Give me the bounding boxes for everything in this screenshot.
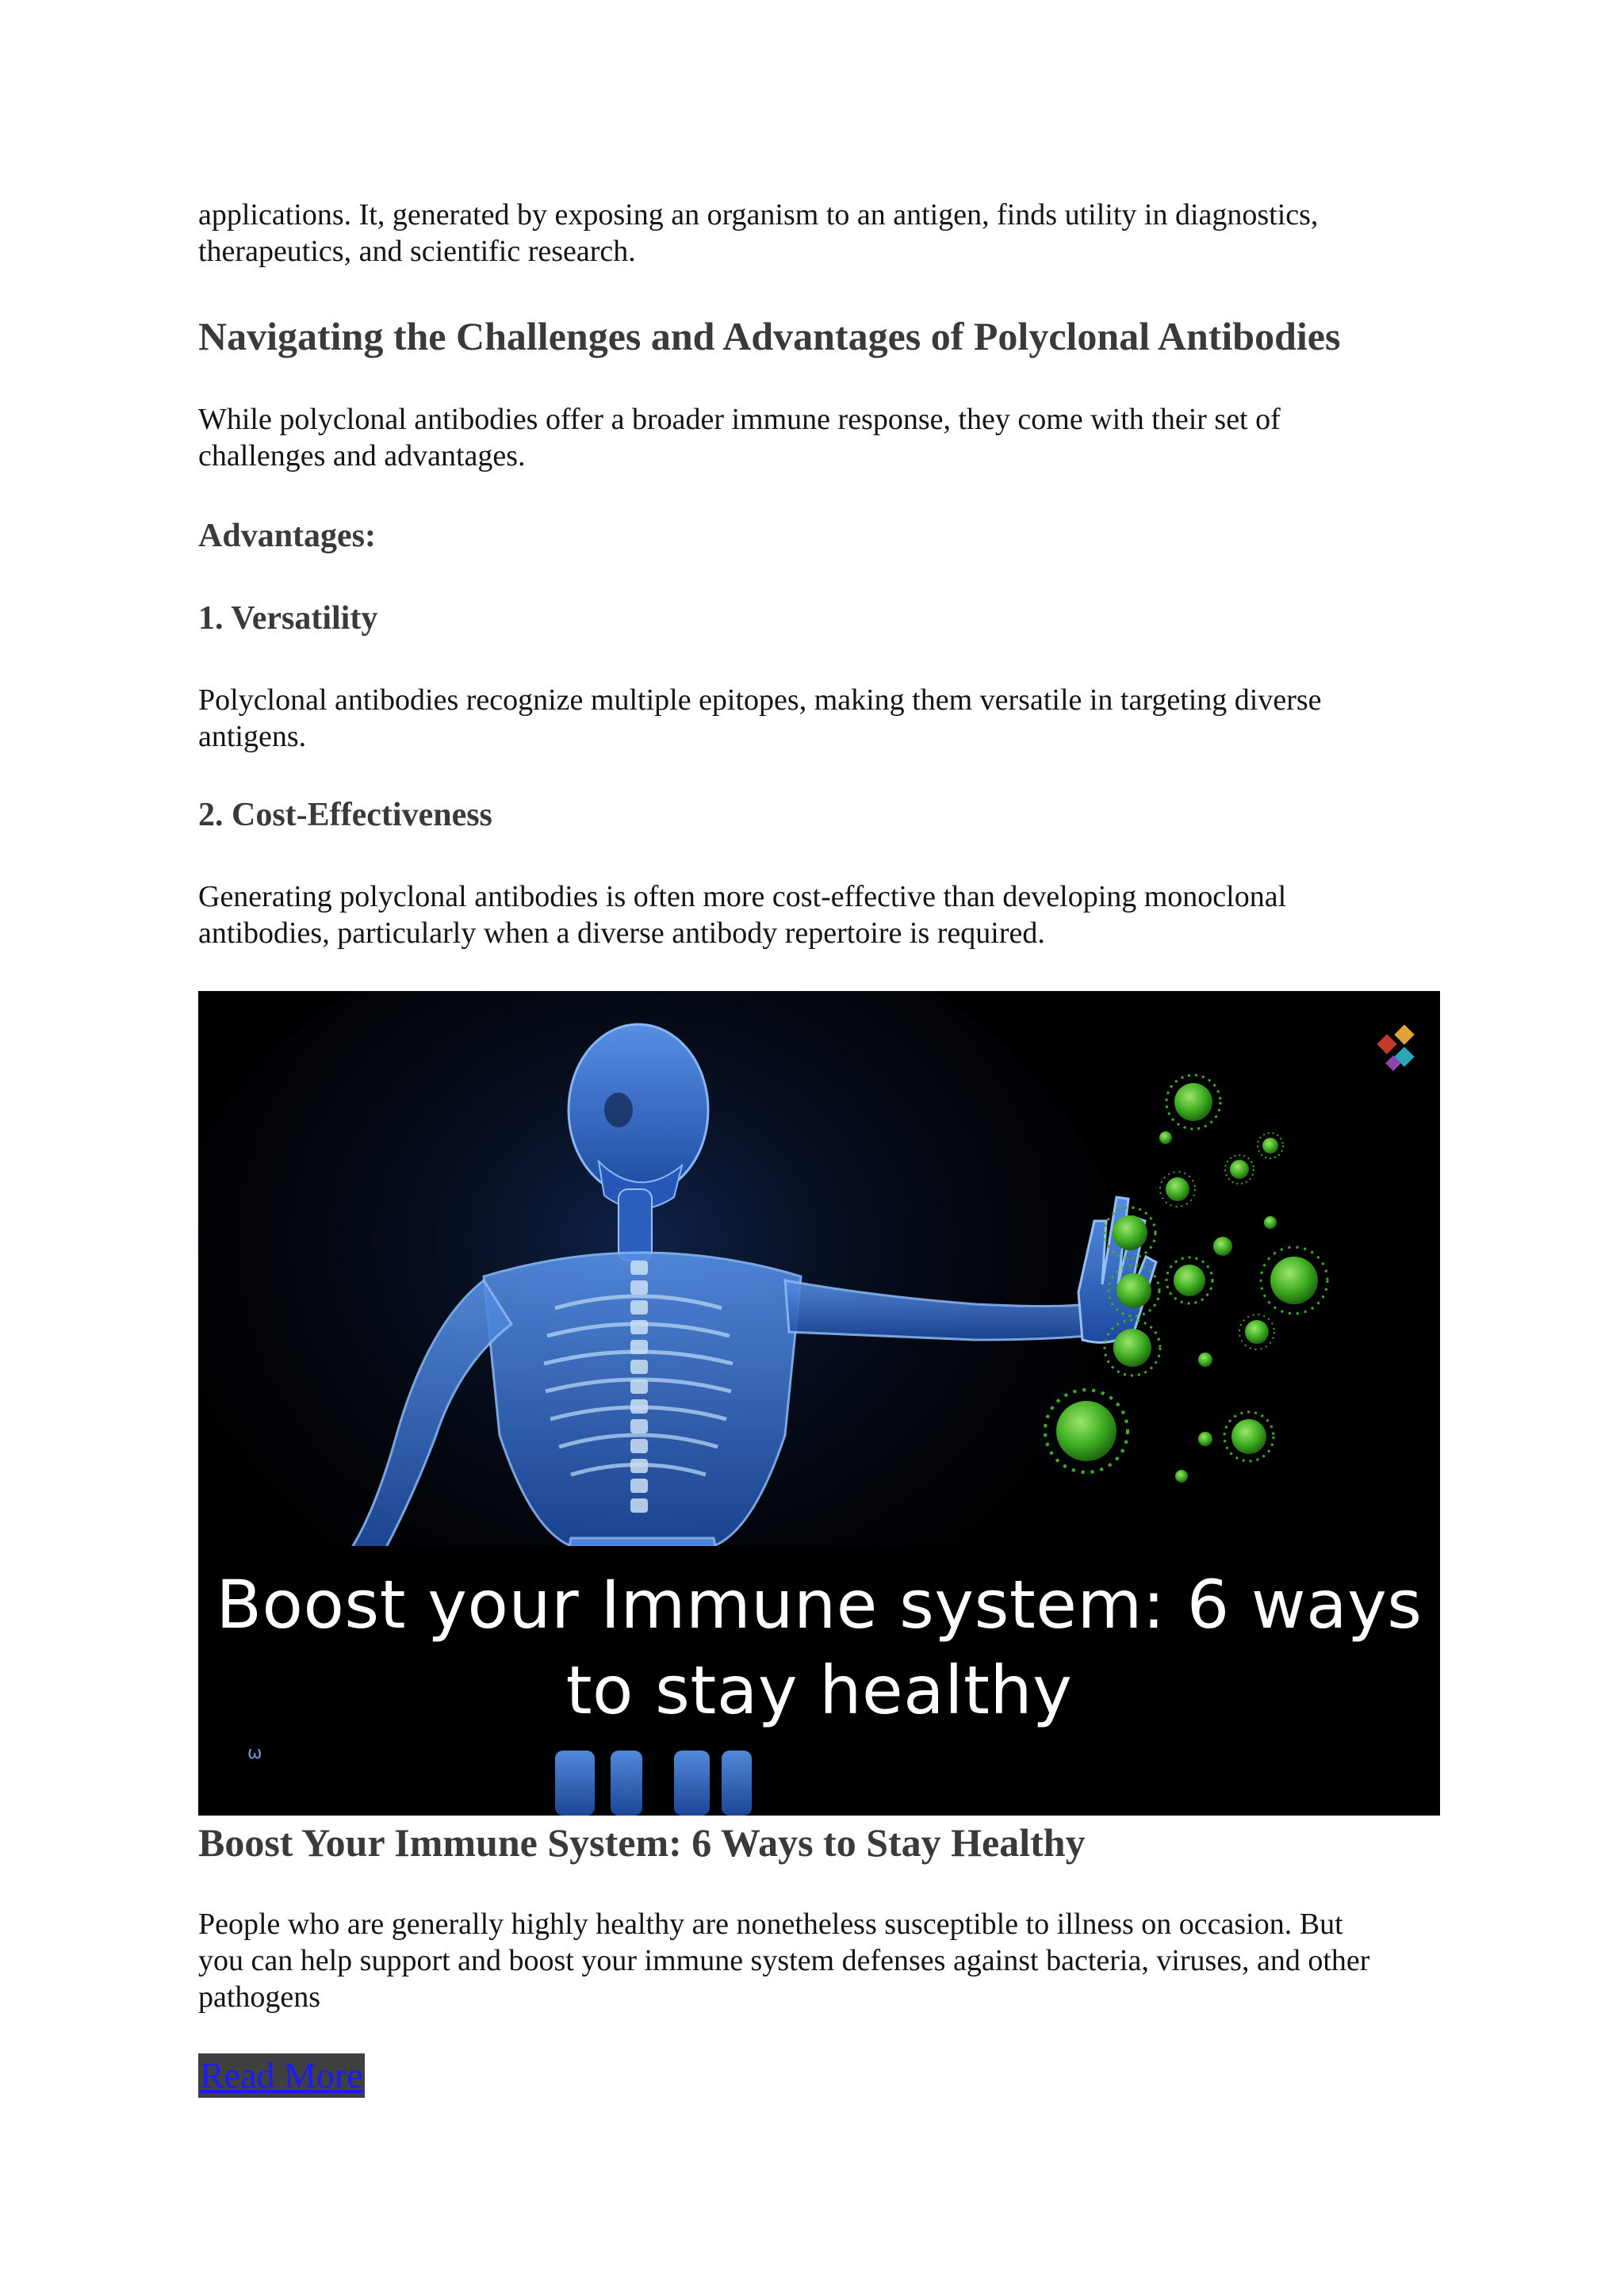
intro-paragraph-line-2: therapeutics, and scientific research. bbox=[198, 235, 636, 268]
read-more-link[interactable]: Read More bbox=[198, 2053, 365, 2098]
section-intro-line-1: While polyclonal antibodies offer a broader immune response, they come with their set of bbox=[198, 403, 1281, 436]
advantage-1-text-line-2: antigens. bbox=[198, 720, 307, 753]
section-intro-line-2: challenges and advantages. bbox=[198, 439, 526, 473]
article-text-line-1: People who are generally highly healthy are nonetheless susceptible to illness on occasion. But bbox=[198, 1908, 1343, 1941]
hero-image bbox=[198, 991, 1440, 1816]
hero-title-line-1: Boost your Immune system: 6 ways bbox=[216, 1566, 1423, 1644]
advantage-2-text-line-1: Generating polyclonal antibodies is often more cost-effective than developing monoclonal bbox=[198, 880, 1287, 913]
section-heading: Navigating the Challenges and Advantages of Polyclonal Antibodies bbox=[198, 314, 1341, 358]
advantage-1-text-line-1: Polyclonal antibodies recognize multiple epitopes, making them versatile in targeting diverse bbox=[198, 683, 1322, 717]
advantages-heading: Advantages: bbox=[198, 518, 377, 554]
hero-title-line-2: to stay healthy bbox=[565, 1651, 1073, 1729]
advantage-2-title: 2. Cost-Effectiveness bbox=[198, 797, 492, 833]
svg-text:ѡ: ѡ bbox=[247, 1743, 262, 1763]
article-heading: Boost Your Immune System: 6 Ways to Stay Healthy bbox=[198, 1820, 1086, 1865]
advantage-1-title: 1. Versatility bbox=[198, 600, 378, 637]
hero-title bbox=[198, 1562, 1440, 1733]
intro-paragraph-line-1: applications. It, generated by exposing an organism to an antigen, finds utility in diagnostics, bbox=[198, 198, 1319, 232]
article-text-line-2: you can help support and boost your immune system defenses against bacteria, viruses, and other bbox=[198, 1944, 1370, 1977]
advantage-2-text-line-2: antibodies, particularly when a diverse antibody repertoire is required. bbox=[198, 916, 1045, 950]
article-text-line-3: pathogens bbox=[198, 1980, 321, 2014]
